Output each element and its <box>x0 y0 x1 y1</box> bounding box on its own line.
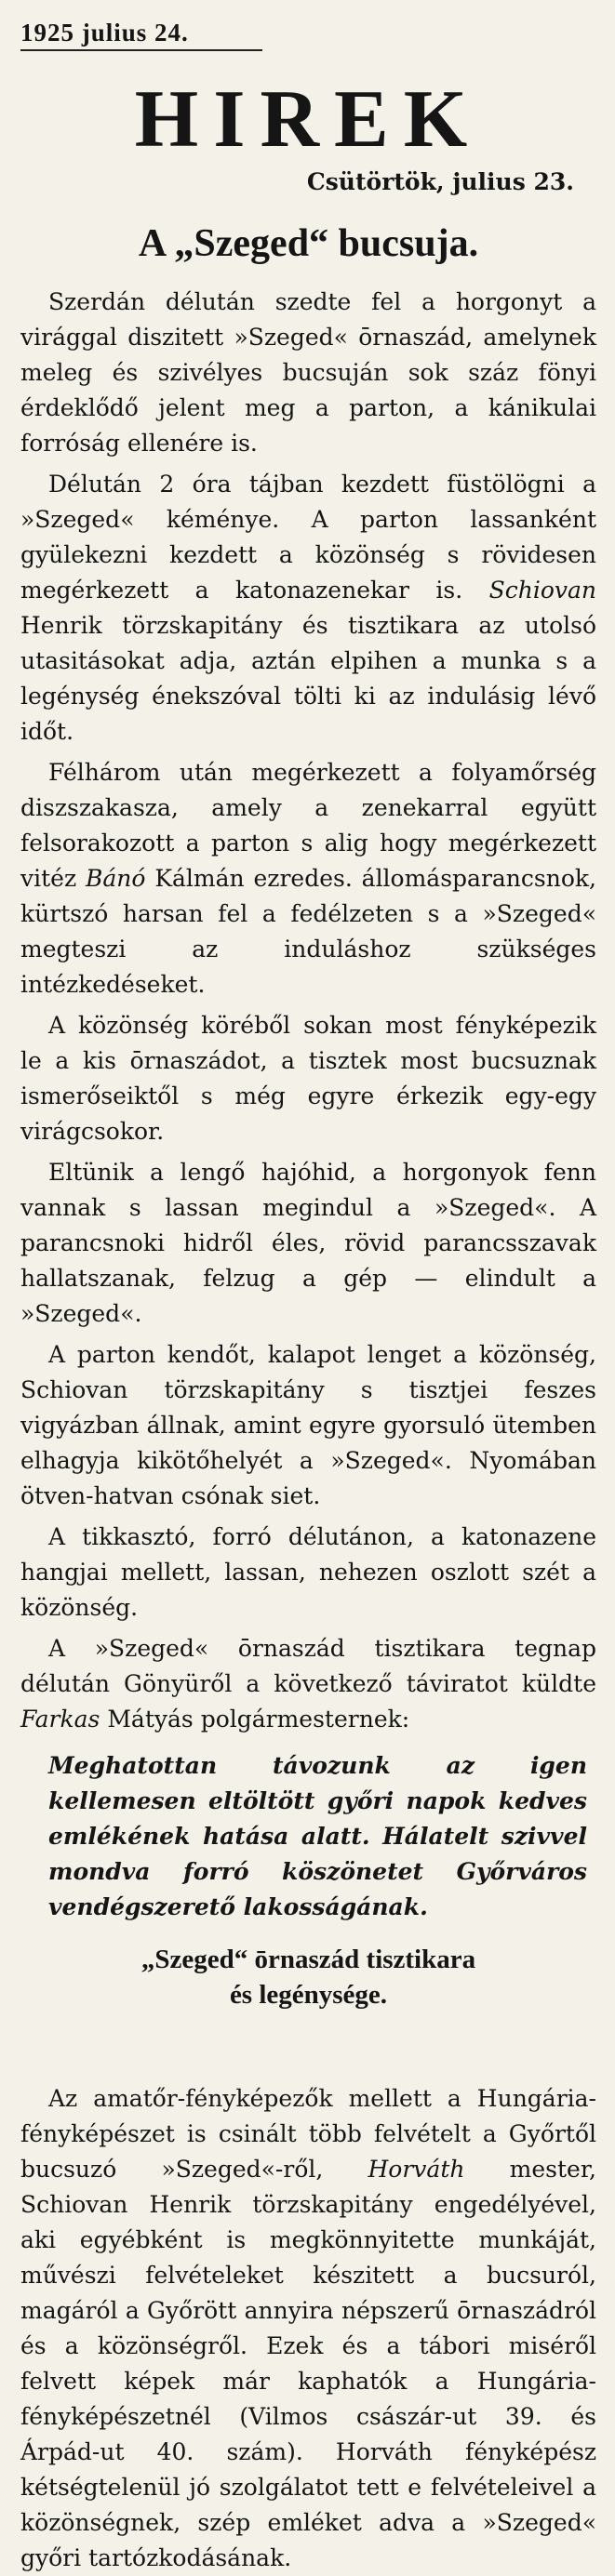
text-run: mester, Schiovan Henrik törzskapitány engedélyével, aki egyébként is megkönnyitette munkáját, művészi felvételeket készitett a bucsuról, magáról a Győrött annyira népszerű ōrnaszádról és a közönségről. Ezek és a tábori miséről felvett képek már kaphatók a Hungária-fényképészetnél (Vilmos császár-ut 39. és Árpád-ut 40. szám). Horváth fényképész kétségtelenül jó szolgálatot tett e felvételeivel a közönségnek, szép emléket adva a »Szeged« győri tartózkodásának. <box>20 2156 596 2571</box>
text-run: Henrik törzskapitány és tisztikara az utolsó utasitásokat adja, aztán elpihen a munka s a legénység énekszóval tölti ki az indulásig lévő időt. <box>20 612 596 745</box>
paragraph-3 <box>20 755 596 1003</box>
paragraph-1: Szerdán délután szedte fel a horgonyt a virággal diszitett »Szeged« ōrnaszád, amelynek meleg és szivélyes bucsuján sok száz fönyi érdeklődő jelent meg a parton, a kánikulai forróság ellenére is. <box>20 288 596 457</box>
person-name: Bánó <box>86 865 146 892</box>
paragraph-6: A parton kendőt, kalapot lenget a közönség, Schiovan törzskapitány s tisztjei feszes vigyázban állnak, amint egyre gyorsuló ütemben elhagyja kikötőhelyét a »Szeged«. Nyomában ötven-hatvan csónak siet. <box>20 1341 596 1509</box>
text-run: Félhárom után megérkezett a folyamőrség diszszakasza, amely a zenekarral együtt felsorakozott a parton s alig hogy megérkezett vitéz <box>20 759 596 892</box>
second-article-paragraph <box>20 2081 596 2576</box>
article-title: A „Szeged“ bucsuja. <box>138 222 479 265</box>
paragraph-8 <box>20 1631 596 1737</box>
paragraph-7: A tikkasztó, forró délutánon, a katonazene hangjai mellett, lassan, nehezen oszlott szét a közönség. <box>20 1523 596 1621</box>
day-line: Csütörtök, julius 23. <box>306 168 574 195</box>
text-run: Délután 2 óra tájban kezdett füstölögni a »Szeged« kéménye. A parton lassanként gyülekezni kezdett a közönség s rövidesen megérkezett a katonazenekar is. <box>20 471 596 604</box>
paragraph-2 <box>20 467 596 750</box>
text-run: A »Szeged« ōrnaszád tisztikara tegnap délután Gönyüről a következő táviratot küldte <box>20 1635 596 1697</box>
signature-line-1: „Szeged“ ōrnaszád tisztikara <box>140 1945 476 1974</box>
telegram-signature <box>20 1942 596 2012</box>
signature-line-2: és legénysége. <box>229 1980 388 2010</box>
text-run: Az amatőr-fényképezők mellett a Hungária-fényképészet is csinált több felvételt a Győrtől bucsuzó »Szeged«-ről, <box>20 2085 596 2183</box>
section-masthead: HIREK <box>134 74 483 165</box>
paragraph-5: Eltünik a lengő hajóhid, a horgonyok fenn vannak s lassan megindul a »Szeged«. A parancsnoki hidről éles, rövid parancsszavak hallatszanak, felzug a gép — elindult a »Szeged«. <box>20 1159 596 1327</box>
paragraph-4: A közönség köréből sokan most fényképezik le a kis ōrnaszádot, a tisztek most bucsuznak ismerőseiktől s még egyre érkezik egy-egy virágcsokor. <box>20 1012 596 1145</box>
telegram-text: Meghatottan távozunk az igen kellemesen eltöltött győri napok kedves emlékének hatása alatt. Hálatelt szivvel mondva forró köszönetet Győrváros vendégszerető lakosságának. <box>48 1752 587 1920</box>
text-run: Kálmán ezredes. állomásparancsnok, kürtszó harsan fel a fedélzeten s a »Szeged« megteszi az induláshoz szükséges intézkedéseket. <box>20 865 596 998</box>
person-name: Farkas <box>20 1706 100 1733</box>
issue-date: 1925 julius 24. <box>20 19 262 51</box>
person-name: Horváth <box>368 2156 465 2183</box>
person-name: Schiovan <box>488 577 596 604</box>
text-run: Mátyás polgármesternek: <box>100 1706 410 1733</box>
